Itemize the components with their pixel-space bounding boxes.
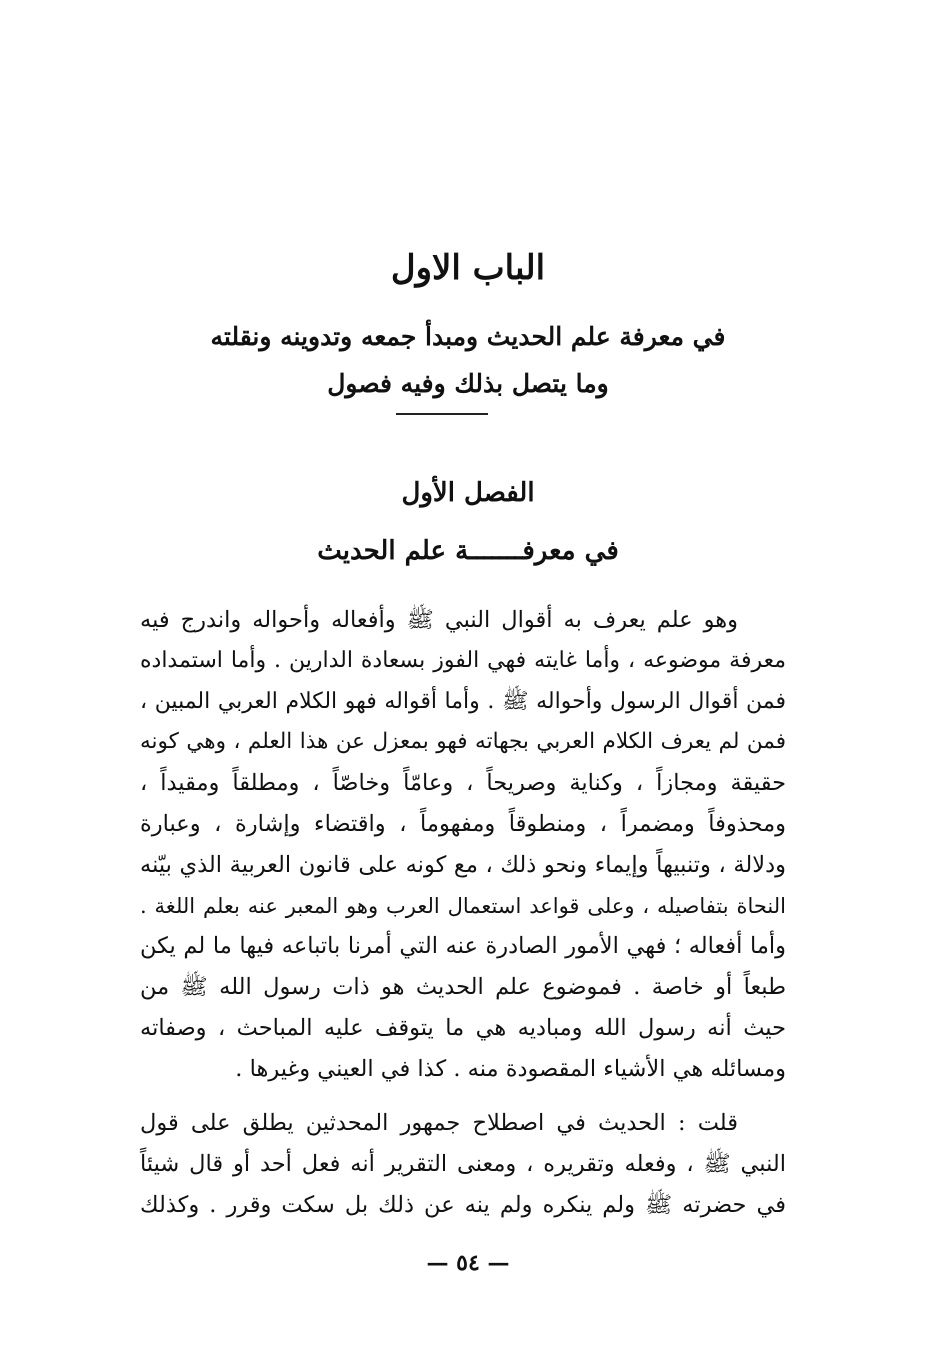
chapter-subtitle-line: في معرفة علم الحديث ومبدأ جمعه وتدوينه ونقلته (210, 322, 726, 351)
chapter-subtitle (120, 313, 816, 407)
divider-rule (396, 413, 488, 415)
page-number: — ٥٤ — (426, 1250, 510, 1276)
text-line: فمن لم يعرف الكلام العربي بجهاته فهو بمعزل عن هذا العلم ، وهي كونه (140, 729, 786, 755)
text-line: طبعاً أو خاصة . فموضوع علم الحديث هو ذات رسول الله ﷺ من (140, 974, 786, 1001)
section-title: الفصل الأول (401, 478, 535, 508)
text-line: فمن أقوال الرسول وأحواله ﷺ . وأما أقواله فهو الكلام العربي المبين ، (140, 688, 786, 714)
text-line: قلت : الحديث في اصطلاح جمهور المحدثين يطلق على قول (140, 1110, 738, 1136)
text-line: في حضرته ﷺ ولم ينكره ولم ينه عن ذلك بل سكت وقرر . وكذلك (140, 1191, 786, 1218)
chapter-subtitle-line: وما يتصل بذلك وفيه فصول (327, 369, 609, 398)
text-line: حيث أنه رسول الله ومباديه هي ما يتوقف عليه المباحث ، وصفاته (140, 1014, 786, 1041)
text-line: ودلالة ، وتنبيهاً وإيماء ونحو ذلك ، مع كونه على قانون العربية الذي بيّنه (140, 851, 786, 878)
text-line: وهو علم يعرف به أقوال النبي ﷺ وأفعاله وأحواله واندرج فيه (140, 607, 738, 633)
text-line: النحاة بتفاصيله ، وعلى قواعد استعمال العرب وهو المعبر عنه بعلم اللغة . (140, 893, 786, 918)
text-line: وأما أفعاله ؛ فهي الأمور الصادرة عنه التي أمرنا باتباعه فيها ما لم يكن (140, 933, 786, 960)
text-line: النبي ﷺ ، وفعله وتقريره ، ومعنى التقرير أنه فعل أحد أو قال شيئاً (140, 1150, 786, 1177)
paragraph-1 (140, 600, 786, 1090)
section-subtitle: في معرفـــــــة علم الحديث (317, 536, 619, 566)
paragraph-2 (140, 1103, 786, 1225)
chapter-title: الباب الاول (390, 248, 546, 288)
text-line: حقيقة ومجازاً ، وكناية وصريحاً ، وعامّاً وخاصّاً ، ومطلقاً ومقيداً ، (140, 770, 786, 797)
text-line: ومحذوفاً ومضمراً ، ومنطوقاً ومفهوماً ، واقتضاء وإشارة ، وعبارة (140, 810, 786, 837)
text-line: ومسائله هي الأشياء المقصودة منه . كذا في العيني وغيرها . (235, 1055, 786, 1082)
text-line: معرفة موضوعه ، وأما غايته فهي الفوز بسعادة الدارين . وأما استمداده (140, 647, 786, 673)
